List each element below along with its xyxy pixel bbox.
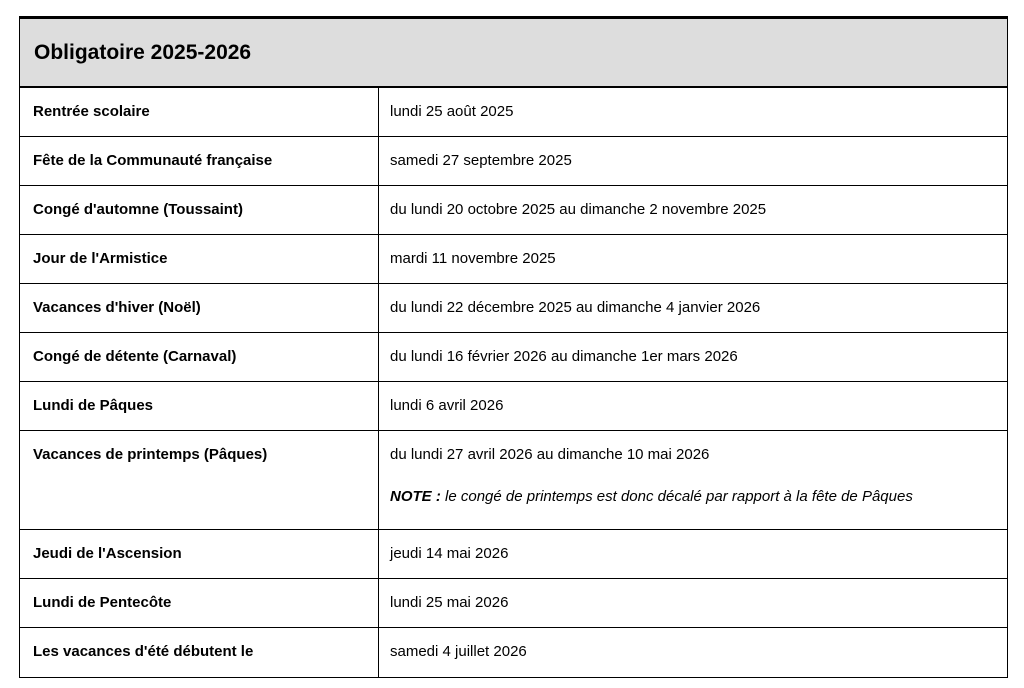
row-label: Fête de la Communauté française — [20, 137, 379, 185]
table-row — [20, 186, 1007, 235]
row-value: du lundi 22 décembre 2025 au dimanche 4 janvier 2026 — [390, 299, 761, 316]
table-row — [20, 579, 1007, 628]
row-value-with-note — [379, 431, 1007, 529]
table-row — [20, 530, 1007, 579]
row-value: samedi 27 septembre 2025 — [390, 152, 572, 169]
table-row — [20, 137, 1007, 186]
school-calendar-table — [19, 16, 1008, 678]
row-label: Vacances d'hiver (Noël) — [20, 284, 379, 332]
row-value: lundi 6 avril 2026 — [390, 397, 504, 414]
note — [390, 488, 1007, 505]
table-row — [20, 88, 1007, 137]
table-row — [20, 431, 1007, 530]
row-value: lundi 25 mai 2026 — [390, 594, 509, 611]
row-value: du lundi 27 avril 2026 au dimanche 10 mai 2026 — [390, 446, 710, 463]
note-label: NOTE : — [390, 488, 441, 505]
table-row — [20, 628, 1007, 677]
row-value: mardi 11 novembre 2025 — [390, 250, 556, 267]
table-row — [20, 382, 1007, 431]
row-label: Jeudi de l'Ascension — [20, 530, 379, 578]
row-label: Congé d'automne (Toussaint) — [20, 186, 379, 234]
row-value: samedi 4 juillet 2026 — [390, 643, 527, 660]
row-label: Vacances de printemps (Pâques) — [20, 431, 379, 529]
row-label: Les vacances d'été débutent le — [20, 628, 379, 677]
row-value: du lundi 16 février 2026 au dimanche 1er mars 2026 — [390, 348, 738, 365]
row-label: Jour de l'Armistice — [20, 235, 379, 283]
table-row — [20, 284, 1007, 333]
note-text: le congé de printemps est donc décalé par rapport à la fête de Pâques — [440, 488, 913, 505]
row-value: jeudi 14 mai 2026 — [390, 545, 509, 562]
row-label: Rentrée scolaire — [20, 88, 379, 136]
table-row — [20, 235, 1007, 284]
row-value: du lundi 20 octobre 2025 au dimanche 2 novembre 2025 — [390, 201, 767, 218]
row-label: Lundi de Pentecôte — [20, 579, 379, 627]
table-title: Obligatoire 2025-2026 — [20, 16, 1007, 88]
row-value: lundi 25 août 2025 — [390, 103, 514, 120]
table-row — [20, 333, 1007, 382]
row-label: Congé de détente (Carnaval) — [20, 333, 379, 381]
row-label: Lundi de Pâques — [20, 382, 379, 430]
